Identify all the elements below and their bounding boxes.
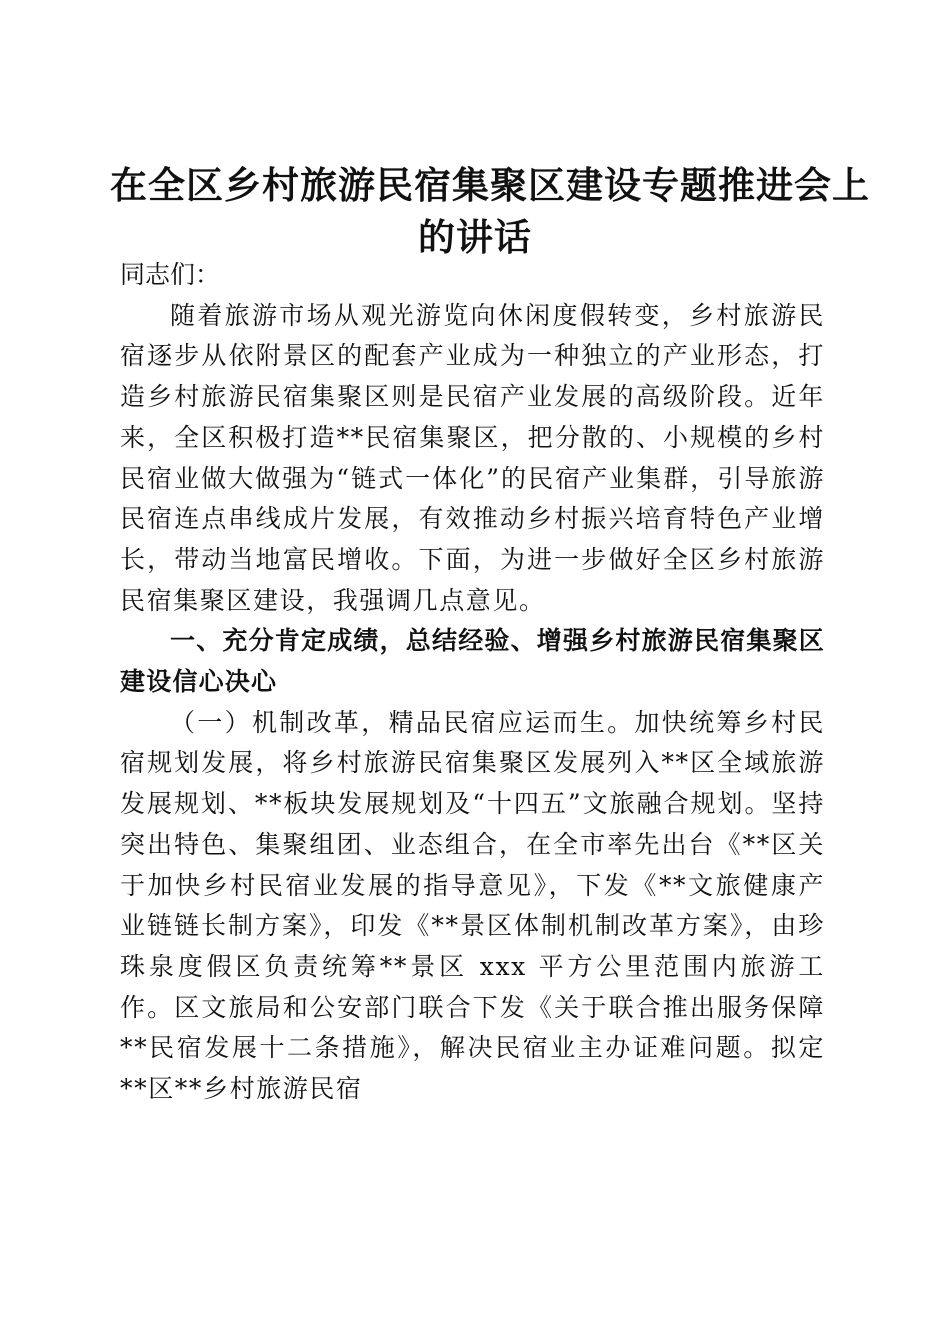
paragraph-intro: 随着旅游市场从观光游览向休闲度假转变，乡村旅游民宿逐步从依附景区的配套产业成为一种独立的产业形态，打造乡村旅游民宿集聚区则是民宿产业发展的高级阶段。近年来，全区积极打造**民宿集聚区，把分散的、小规模的乡村民宿业做大做强为“链式一体化”的民宿产业集群，引导旅游民宿连点串线成片发展，有效推动乡村振兴培育特色产业增长，带动当地富民增收。下面，为进一步做好全区乡村旅游民宿集聚区建设，我强调几点意见。 <box>120 300 825 615</box>
salutation: 同志们： <box>120 260 221 289</box>
document-body <box>120 255 825 1110</box>
paragraph-mechanism-reform: （一）机制改革，精品民宿应运而生。加快统筹乡村民宿规划发展，将乡村旅游民宿集聚区发展列入**区全域旅游发展规划、**板块发展规划及“十四五”文旅融合规划。坚持突出特色、集聚组团、业态组合，在全市率先出台《**区关于加快乡村民宿业发展的指导意见》，下发《**文旅健康产业链链长制方案》，印发《**景区体制机制改革方案》，由珍珠泉度假区负责统筹**景区 xxx 平方公里范围内旅游工作。区文旅局和公安部门联合下发《关于联合推出服务保障**民宿发展十二条措施》，解决民宿业主办证难问题。拟定**区**乡村旅游民宿 <box>120 707 825 1104</box>
document-title <box>110 159 870 263</box>
title-line-2: 的讲话 <box>418 214 532 259</box>
section-heading-1: 一、充分肯定成绩，总结经验、增强乡村旅游民宿集聚区建设信心决心 <box>120 626 826 697</box>
title-line-1: 在全区乡村旅游民宿集聚区建设专题推进会上 <box>110 162 870 207</box>
